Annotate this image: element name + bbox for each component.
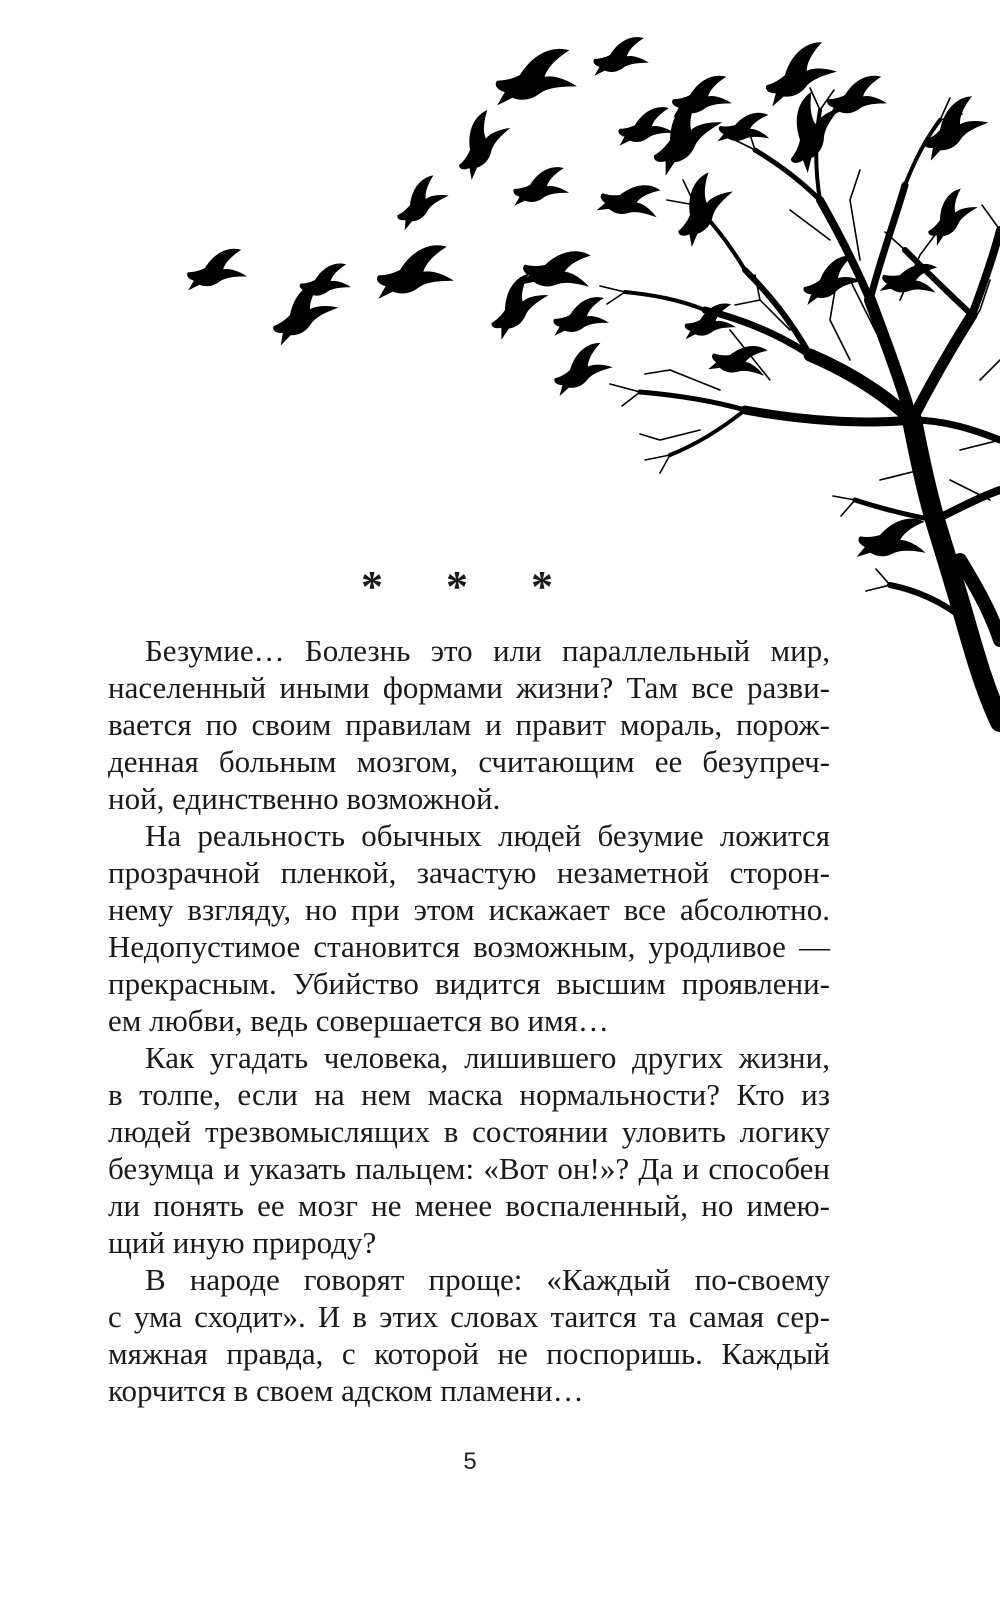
text-line: корчится в своем адском пламени… xyxy=(108,1373,584,1408)
text-line: в толпе, если на нем маска нормальности? Кто из xyxy=(108,1077,830,1112)
text-line: мяжная правда, с которой не поспоришь. Каждый xyxy=(108,1336,830,1371)
tree-with-crows-illustration xyxy=(0,0,1000,740)
text-line: безумца и указать пальцем: «Вот он!»? Да и способен xyxy=(108,1151,830,1186)
paragraph xyxy=(108,1261,830,1409)
text-line: вается по своим правилам и правит мораль, порож- xyxy=(108,707,830,742)
section-separator: * * * xyxy=(361,562,579,611)
chapter-body xyxy=(108,632,830,1409)
text-line: с ума сходит». И в этих словах таится та самая сер- xyxy=(108,1299,830,1334)
text-line: Как угадать человека, лишившего других жизни, xyxy=(145,1040,830,1075)
text-line: ной, единственно возможной. xyxy=(108,781,501,816)
paragraph xyxy=(108,632,830,817)
text-line: денная больным мозгом, считающим ее безупреч- xyxy=(108,744,830,779)
text-line: населенный иными формами жизни? Там все разви- xyxy=(108,670,830,705)
text-line: ли понять ее мозг не менее воспаленный, но имею- xyxy=(108,1188,830,1223)
text-line: щий иную природу? xyxy=(108,1225,377,1260)
text-line: ем любви, ведь совершается во имя… xyxy=(108,1003,609,1038)
text-line: нему взгляду, но при этом искажает все абсолютно. xyxy=(108,892,830,927)
text-line: На реальность обычных людей безумие ложится xyxy=(145,818,830,853)
text-line: прозрачной пленкой, зачастую незаметной сторон- xyxy=(108,855,830,890)
paragraph xyxy=(108,1039,830,1261)
text-line: Безумие… Болезнь это или параллельный мир, xyxy=(145,633,830,668)
text-line: В народе говорят проще: «Каждый по-своему xyxy=(145,1262,830,1297)
text-line: прекрасным. Убийство видится высшим проявлени- xyxy=(108,966,830,1001)
text-line: Недопустимое становится возможным, уродливое — xyxy=(108,929,830,964)
paragraph xyxy=(108,817,830,1039)
text-line: людей трезвомыслящих в состоянии уловить логику xyxy=(108,1114,830,1149)
page-number: 5 xyxy=(463,1448,477,1475)
